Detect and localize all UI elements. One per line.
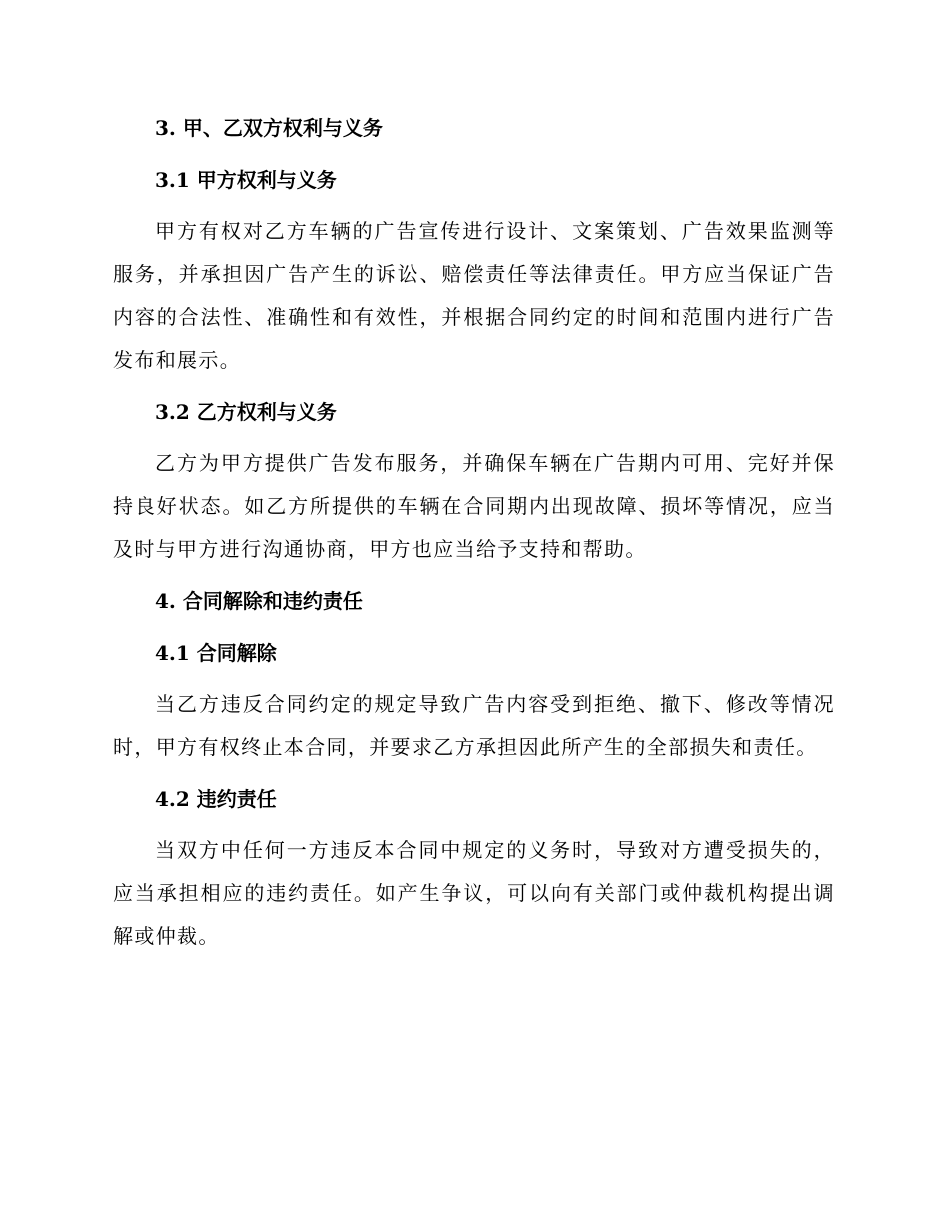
paragraph-3-2: 乙方为甲方提供广告发布服务，并确保车辆在广告期内可用、完好并保持良好状态。如乙方所提供的车辆在合同期内出现故障、损坏等情况，应当及时与甲方进行沟通协商，甲方也应当给予支持和帮助。: [113, 451, 835, 561]
section-heading-4: 4. 合同解除和违约责任: [155, 589, 363, 613]
paragraph-3-1: 甲方有权对乙方车辆的广告宣传进行设计、文案策划、广告效果监测等服务，并承担因广告产生的诉讼、赔偿责任等法律责任。甲方应当保证广告内容的合法性、准确性和有效性，并根据合同约定的时间和范围内进行广告发布和展示。: [113, 219, 835, 372]
subsection-heading-3-2: 3.2 乙方权利与义务: [155, 400, 337, 424]
section-heading-3: 3. 甲、乙双方权利与义务: [155, 116, 383, 140]
subsection-heading-4-1: 4.1 合同解除: [155, 641, 277, 665]
subsection-heading-3-1: 3.1 甲方权利与义务: [155, 168, 337, 192]
document-body: [113, 108, 835, 968]
subsection-heading-4-2: 4.2 违约责任: [155, 787, 277, 811]
paragraph-4-1: 当乙方违反合同约定的规定导致广告内容受到拒绝、撤下、修改等情况时，甲方有权终止本合同，并要求乙方承担因此所产生的全部损失和责任。: [113, 692, 835, 759]
paragraph-4-2: 当双方中任何一方违反本合同中规定的义务时，导致对方遭受损失的，应当承担相应的违约责任。如产生争议，可以向有关部门或仲裁机构提出调解或仲裁。: [113, 838, 835, 948]
